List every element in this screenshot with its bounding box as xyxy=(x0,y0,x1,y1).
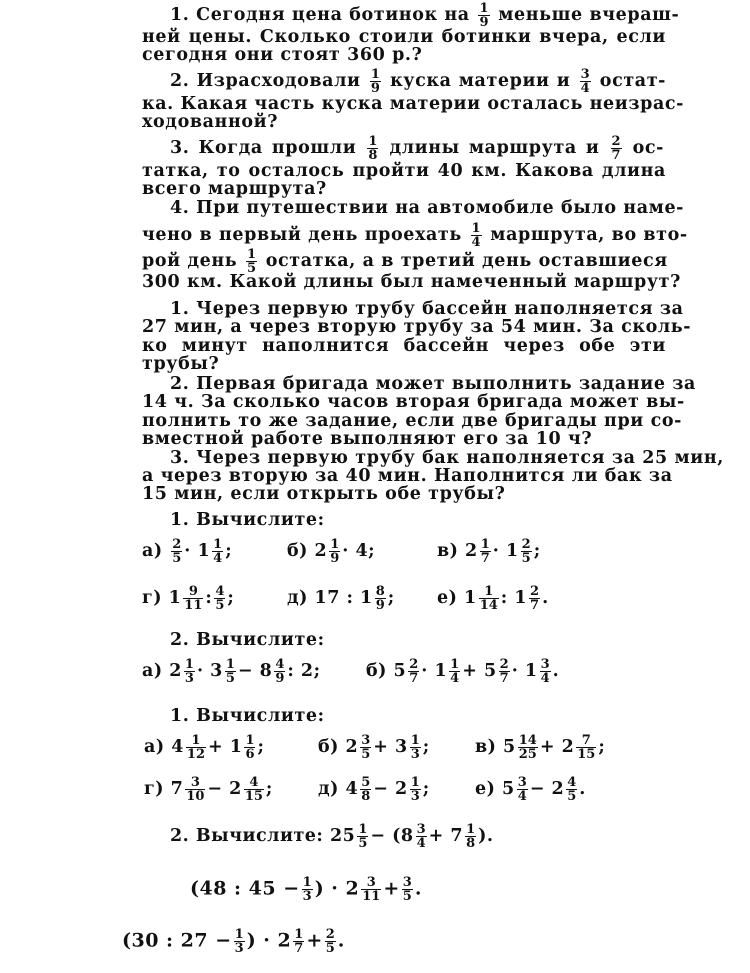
item-label: д) xyxy=(287,588,308,608)
b2-p3-l3: 15 мин, если открыть обе трубы? xyxy=(142,484,506,504)
operator: · 1 xyxy=(421,661,448,681)
fraction xyxy=(566,776,577,803)
b1-p4-l3-a: рой день xyxy=(142,251,238,271)
item-label: б) xyxy=(366,661,387,681)
operator: − (8 xyxy=(370,826,414,846)
b4-task1: 1. Вычислите: xyxy=(170,706,325,726)
item-label: б) xyxy=(287,541,308,561)
operator: − 2 xyxy=(373,779,408,799)
terminator: . xyxy=(579,779,586,799)
item-label: г) xyxy=(142,588,163,608)
operator: + xyxy=(306,929,323,952)
operator: − 2 xyxy=(207,779,242,799)
b1-p2-l1-c: остат- xyxy=(599,71,667,91)
item-label: а) xyxy=(144,737,165,757)
fraction xyxy=(517,776,528,803)
b2-p2-l2: 14 ч. За сколько часов вторая бригада может вы- xyxy=(142,392,685,412)
terminator: ; xyxy=(225,541,233,561)
numerator: 1 xyxy=(410,775,420,790)
numerator: 1 xyxy=(471,221,481,236)
fraction xyxy=(234,928,245,955)
b3-item-b2 xyxy=(366,658,559,685)
denominator: 15 xyxy=(244,789,263,804)
b2-p1-l4: трубы? xyxy=(142,354,220,374)
b4-item-a xyxy=(144,734,264,761)
denominator: 5 xyxy=(361,747,371,762)
numerator: 3 xyxy=(402,875,412,890)
b2-p2-l4: вместной работе выполняют его за 10 ч? xyxy=(142,429,593,449)
terminator: ; xyxy=(387,588,395,608)
numerator: 1 xyxy=(370,67,380,82)
denominator: 25 xyxy=(518,747,537,762)
item-label: е) xyxy=(437,588,458,608)
fraction xyxy=(212,538,223,565)
terminator: : 2; xyxy=(287,661,321,681)
numerator: 2 xyxy=(611,134,621,149)
fraction xyxy=(402,876,413,903)
numerator: 1 xyxy=(330,537,340,552)
b1-p1-l2: ней цены. Сколько стоили ботинки вчера, если xyxy=(142,27,666,47)
terminator: . xyxy=(542,588,549,608)
denominator: 15 xyxy=(577,747,596,762)
whole: 4 xyxy=(171,737,184,757)
item-label: е) xyxy=(475,779,496,799)
denominator: 6 xyxy=(245,747,255,762)
numerator: 1 xyxy=(479,585,499,599)
numerator: 3 xyxy=(185,776,205,790)
whole: 2 xyxy=(169,661,182,681)
fraction xyxy=(244,734,255,761)
fraction xyxy=(367,135,378,162)
b3-item-b xyxy=(287,538,375,565)
b3-item-v xyxy=(437,538,541,565)
denominator: 8 xyxy=(466,836,476,851)
fraction xyxy=(479,585,499,612)
prefix: (48 : 45 − xyxy=(190,877,300,900)
whole: 7 xyxy=(170,779,184,799)
fraction xyxy=(274,658,285,685)
numerator: 1 xyxy=(410,733,420,748)
item-label: а) xyxy=(142,541,163,561)
numerator: 1 xyxy=(450,657,460,672)
b1-p2-l1-a: 2. Израсходовали xyxy=(170,71,361,91)
denominator: 4 xyxy=(540,671,550,686)
numerator: 2 xyxy=(521,537,531,552)
b1-p2-l2: ка. Какая часть куска материи осталась неизрас- xyxy=(142,94,685,114)
whole: 1 xyxy=(168,588,182,608)
item-label: д) xyxy=(318,779,339,799)
b2-p3-l1: 3. Через первую трубу бак наполняется за 25 мин, xyxy=(170,448,724,468)
operator: + 5 xyxy=(462,661,497,681)
denominator: 5 xyxy=(172,551,182,566)
numerator: 1 xyxy=(479,1,489,16)
numerator: 3 xyxy=(361,733,371,748)
numerator: 3 xyxy=(361,876,381,890)
numerator: 4 xyxy=(567,775,577,790)
numerator: 4 xyxy=(275,657,285,672)
fraction xyxy=(370,68,381,95)
b1-p4-l3-b: остатка, а в третий день оставшиеся xyxy=(265,251,668,271)
operator: + 7 xyxy=(428,826,464,846)
fraction xyxy=(361,876,381,903)
operator: : 1 xyxy=(500,588,528,608)
b4-expr3 xyxy=(122,928,345,955)
denominator: 7 xyxy=(530,598,540,613)
numerator: 1 xyxy=(480,537,490,552)
fraction xyxy=(478,2,489,29)
fraction xyxy=(184,658,195,685)
fraction xyxy=(416,823,427,850)
b1-p3-l3: всего маршрута? xyxy=(142,179,327,199)
b4-item-e xyxy=(475,776,586,803)
fraction xyxy=(185,776,205,803)
operator: ) · 2 xyxy=(246,929,292,952)
terminator: ; xyxy=(227,588,235,608)
fraction xyxy=(540,658,551,685)
denominator: 9 xyxy=(479,15,489,30)
b1-p4-l3 xyxy=(142,248,666,275)
b1-p4-l2 xyxy=(142,221,688,250)
b1-p3-l1-b: длины маршрута и xyxy=(389,138,600,158)
numerator: 1 xyxy=(302,875,312,890)
fraction xyxy=(360,734,371,761)
fraction xyxy=(325,928,336,955)
numerator: 3 xyxy=(517,775,527,790)
whole: 5 xyxy=(502,779,515,799)
whole: 5 xyxy=(503,737,516,757)
denominator: 4 xyxy=(416,836,426,851)
numerator: 1 xyxy=(466,822,476,837)
item-label: а) xyxy=(142,661,163,681)
b1-p1-l1-a: 1. Сегодня цена ботинок на xyxy=(170,5,470,25)
b3-item-a2 xyxy=(142,658,321,685)
operator: ) · 2 xyxy=(314,877,360,900)
denominator: 8 xyxy=(361,789,371,804)
fraction xyxy=(410,734,421,761)
numerator: 1 xyxy=(245,733,255,748)
terminator: . xyxy=(337,929,345,952)
operator: : xyxy=(205,588,213,608)
b3-task1: 1. Вычислите: xyxy=(170,510,325,530)
fraction xyxy=(186,734,206,761)
b4-item-g xyxy=(144,776,273,803)
b1-p4-l2-b: маршрута, во вто- xyxy=(490,225,688,245)
denominator: 3 xyxy=(302,889,312,904)
fraction xyxy=(408,658,419,685)
denominator: 4 xyxy=(580,81,590,96)
fraction xyxy=(329,538,340,565)
denominator: 5 xyxy=(225,671,235,686)
fraction xyxy=(246,248,257,275)
denominator: 4 xyxy=(471,235,481,250)
denominator: 5 xyxy=(402,889,412,904)
operator: · 1 xyxy=(184,541,211,561)
fraction xyxy=(611,135,622,162)
numerator: 1 xyxy=(213,537,223,552)
denominator: 12 xyxy=(186,747,205,762)
b1-p4-l1: 4. При путешествии на автомобиле было наме- xyxy=(170,198,685,218)
denominator: 4 xyxy=(517,789,527,804)
denominator: 3 xyxy=(410,747,420,762)
task2-text: 2. Вычислите: 25 xyxy=(170,826,356,846)
whole: 2 xyxy=(345,737,359,757)
b2-p1-l1: 1. Через первую трубу бассейн наполняется за xyxy=(170,299,684,319)
numerator: 1 xyxy=(358,822,368,837)
terminator: ; xyxy=(598,737,606,757)
numerator: 3 xyxy=(540,657,550,672)
b1-p2-l3: ходованной? xyxy=(142,112,279,132)
item-label: б) xyxy=(318,737,339,757)
denominator: 11 xyxy=(362,889,381,904)
numerator: 1 xyxy=(294,927,304,942)
numerator: 2 xyxy=(409,657,419,672)
denominator: 9 xyxy=(370,81,380,96)
fraction xyxy=(465,823,476,850)
b1-p1-l1-b: меньше вчераш- xyxy=(498,5,680,25)
operator: − 2 xyxy=(529,779,565,799)
operator: · 3 xyxy=(196,661,223,681)
fraction xyxy=(471,222,482,249)
denominator: 5 xyxy=(358,836,368,851)
item-label: в) xyxy=(437,541,459,561)
numerator: 2 xyxy=(325,927,335,942)
operator: + 3 xyxy=(373,737,408,757)
terminator: . xyxy=(552,661,560,681)
terminator: ; xyxy=(257,737,265,757)
b2-p1-l2: 27 мин, а через вторую трубу за 54 мин. За сколь- xyxy=(142,317,692,337)
b1-p3-l1 xyxy=(170,135,664,162)
operator: · 1 xyxy=(492,541,519,561)
b4-item-b xyxy=(318,734,430,761)
numerator: 1 xyxy=(246,247,257,262)
fraction xyxy=(293,928,304,955)
numerator: 5 xyxy=(361,775,371,790)
b1-p1-l3: сегодня они стоят 360 р.? xyxy=(142,45,423,65)
denominator: 4 xyxy=(213,551,223,566)
terminator: . xyxy=(414,877,422,900)
fraction xyxy=(576,734,596,761)
denominator: 9 xyxy=(330,551,340,566)
b4-item-v xyxy=(475,734,605,761)
terminator: ; xyxy=(422,737,430,757)
denominator: 7 xyxy=(480,551,490,566)
denominator: 4 xyxy=(450,671,460,686)
whole: 2 xyxy=(314,541,328,561)
numerator: 1 xyxy=(225,657,235,672)
fraction xyxy=(521,538,532,565)
b3-item-a xyxy=(142,538,232,565)
b4-item-d xyxy=(318,776,430,803)
numerator: 2 xyxy=(530,584,540,599)
denominator: 3 xyxy=(234,941,244,956)
fraction xyxy=(225,658,236,685)
numerator: 9 xyxy=(183,585,203,599)
numerator: 2 xyxy=(499,657,509,672)
denominator: 5 xyxy=(325,941,335,956)
b1-p4-l4: 300 км. Какой длины был намеченный маршрут? xyxy=(142,272,681,292)
denominator: 7 xyxy=(611,148,621,163)
fraction xyxy=(357,823,368,850)
operator: · 1 xyxy=(511,661,538,681)
whole: 2 xyxy=(465,541,478,561)
b4-task2 xyxy=(170,823,494,850)
numerator: 7 xyxy=(576,734,596,748)
whole: 5 xyxy=(393,661,407,681)
fraction xyxy=(244,776,264,803)
numerator: 4 xyxy=(215,584,225,599)
numerator: 2 xyxy=(172,537,182,552)
numerator: 3 xyxy=(416,822,426,837)
numerator: 4 xyxy=(244,776,264,790)
b3-item-g xyxy=(142,585,234,612)
b1-p4-l2-a: чено в первый день проехать xyxy=(142,225,462,245)
b1-p3-l1-a: 3. Когда прошли xyxy=(170,138,357,158)
denominator: 7 xyxy=(409,671,419,686)
b1-p2-l1-b: куска материи и xyxy=(390,71,571,91)
fraction xyxy=(449,658,460,685)
denominator: 5 xyxy=(246,261,257,276)
operator: + 1 xyxy=(208,737,243,757)
denominator: 5 xyxy=(215,598,225,613)
b2-p2-l3: полнить то же задание, если две бригады при со- xyxy=(142,411,682,431)
denominator: 5 xyxy=(567,789,577,804)
item-label: в) xyxy=(475,737,497,757)
fraction xyxy=(518,734,538,761)
numerator: 1 xyxy=(234,927,244,942)
numerator: 1 xyxy=(368,134,378,149)
numerator: 3 xyxy=(580,67,590,82)
b2-p3-l2: а через вторую за 40 мин. Наполнится ли бак за xyxy=(142,466,673,486)
b2-p2-l1: 2. Первая бригада может выполнить задание за xyxy=(170,374,696,394)
b4-expr2 xyxy=(190,876,422,903)
fraction xyxy=(183,585,203,612)
fraction xyxy=(480,538,491,565)
prefix: (30 : 27 − xyxy=(122,929,232,952)
fraction xyxy=(302,876,313,903)
fraction xyxy=(360,776,371,803)
terminator: ; xyxy=(422,779,430,799)
prefix: 17 : 1 xyxy=(314,588,373,608)
fraction xyxy=(171,538,182,565)
item-label: г) xyxy=(144,779,165,799)
fraction xyxy=(375,585,386,612)
denominator: 11 xyxy=(184,598,203,613)
b3-item-d xyxy=(287,585,395,612)
numerator: 14 xyxy=(518,733,537,748)
fraction xyxy=(214,585,225,612)
fraction xyxy=(580,68,591,95)
b1-p3-l2: татка, то осталось пройти 40 км. Какова длина xyxy=(142,161,666,181)
denominator: 8 xyxy=(368,148,378,163)
fraction xyxy=(529,585,540,612)
b3-task2: 2. Вычислите: xyxy=(170,630,325,650)
operator: + 2 xyxy=(539,737,575,757)
b1-p1-l1 xyxy=(170,1,680,30)
terminator: ; xyxy=(265,779,273,799)
b2-p1-l3: ко минут наполнится бассейн через обе эти xyxy=(142,336,666,356)
b3-item-e xyxy=(437,585,549,612)
operator: − 8 xyxy=(237,661,273,681)
fraction xyxy=(410,776,421,803)
numerator: 1 xyxy=(186,734,206,748)
denominator: 14 xyxy=(479,598,498,613)
denominator: 5 xyxy=(521,551,531,566)
whole: 1 xyxy=(464,588,477,608)
denominator: 7 xyxy=(294,941,304,956)
denominator: 9 xyxy=(275,671,285,686)
fraction xyxy=(499,658,510,685)
denominator: 3 xyxy=(184,671,194,686)
denominator: 10 xyxy=(186,789,205,804)
terminator: ; xyxy=(533,541,541,561)
denominator: 9 xyxy=(375,598,385,613)
numerator: 1 xyxy=(184,657,194,672)
denominator: 7 xyxy=(499,671,509,686)
numerator: 8 xyxy=(375,584,385,599)
denominator: 3 xyxy=(410,789,420,804)
terminator: ). xyxy=(478,826,494,846)
terminator: · 4; xyxy=(342,541,376,561)
b1-p2-l1 xyxy=(170,68,666,95)
whole: 4 xyxy=(345,779,359,799)
b1-p3-l1-c: ос- xyxy=(632,138,664,158)
operator: + xyxy=(383,877,400,900)
